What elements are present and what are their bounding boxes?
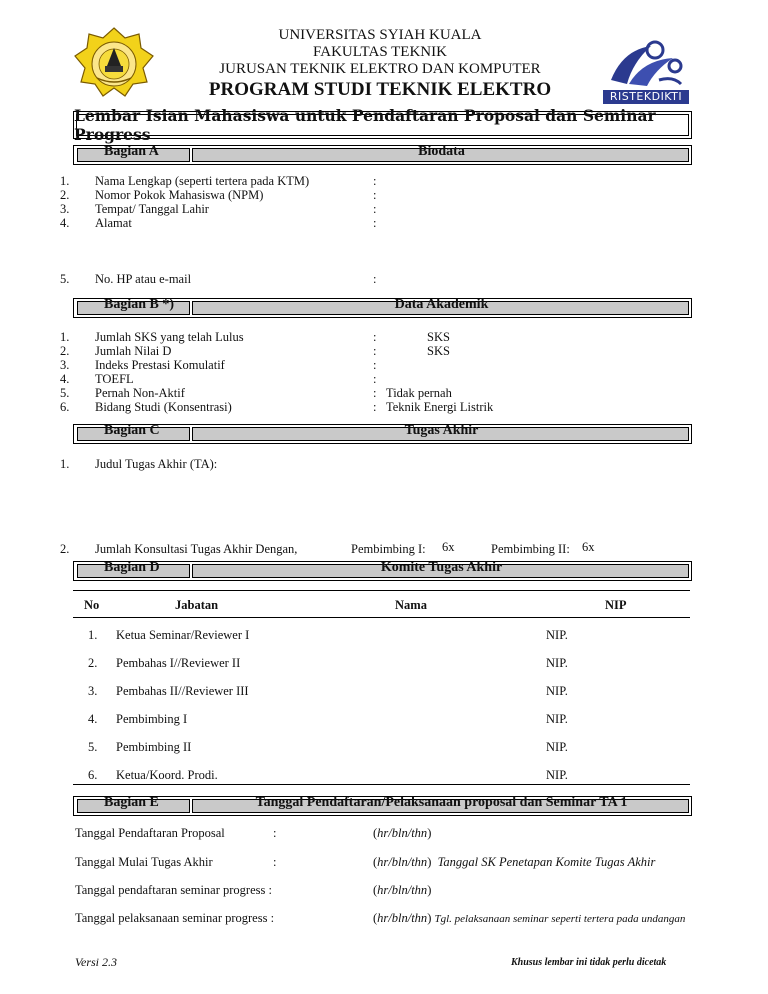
row-nip: NIP. [546, 712, 568, 726]
section-a-header [73, 145, 692, 165]
c-p1-value: 6x [442, 540, 455, 554]
section-d-title: Komite Tugas Akhir [380, 560, 503, 575]
section-b-label: Bagian B *) [104, 297, 175, 312]
a-colon-4: : [373, 216, 377, 230]
row-nip: NIP. [546, 628, 568, 642]
a-num-1: 1. [60, 174, 70, 188]
section-c-title: Tugas Akhir [404, 423, 479, 438]
section-b-title: Data Akademik [394, 297, 489, 312]
a-num-4: 4. [60, 216, 70, 230]
c-p2-label: Pembimbing II: [491, 542, 570, 556]
b-colon-1: : [373, 330, 377, 344]
b-label-4: TOEFL [95, 372, 134, 386]
b-num-4: 4. [60, 372, 70, 386]
b-num-5: 5. [60, 386, 70, 400]
c-label-1: Judul Tugas Akhir (TA): [95, 457, 218, 471]
b-label-3: Indeks Prestasi Komulatif [95, 358, 225, 372]
section-a-title: Biodata [418, 144, 465, 159]
ristekdikti-logo [603, 40, 689, 104]
a-num-3: 3. [60, 202, 70, 216]
a-label-1: Nama Lengkap (seperti tertera pada KTM) [95, 174, 310, 188]
b-colon-4: : [373, 372, 377, 386]
e-note-4: Tgl. pelaksanaan seminar seperti tertera pada undangan [434, 913, 686, 925]
a-num-5: 5. [60, 272, 70, 286]
table-top-rule [73, 590, 690, 591]
a-colon-2: : [373, 188, 377, 202]
b-label-5: Pernah Non-Aktif [95, 386, 185, 400]
section-e-label: Bagian E [104, 795, 159, 810]
row-nip: NIP. [546, 656, 568, 670]
row-jabatan: Pembimbing I [116, 712, 188, 726]
b-value-1: SKS [427, 330, 450, 344]
col-header-no: No [84, 598, 100, 612]
footer-version: Versi 2.3 [75, 955, 117, 969]
e-date-3: (hr/bln/thn) [373, 883, 432, 897]
row-nip: NIP. [546, 768, 568, 782]
b-value-6: Teknik Energi Listrik [386, 400, 494, 414]
b-colon-6: : [373, 400, 377, 414]
section-c-label: Bagian C [104, 423, 160, 438]
row-no: 2. [88, 656, 98, 670]
row-jabatan: Pembahas I//Reviewer II [116, 656, 241, 670]
a-colon-3: : [373, 202, 377, 216]
c-p2-value: 6x [582, 540, 595, 554]
e-date-1: (hr/bln/thn) [373, 826, 432, 840]
b-num-1: 1. [60, 330, 70, 344]
a-colon-5: : [373, 272, 377, 286]
e-label-2: Tanggal Mulai Tugas Akhir [75, 855, 213, 869]
section-d-label: Bagian D [104, 560, 160, 575]
row-jabatan: Pembahas II//Reviewer III [116, 684, 249, 698]
table-header-rule [73, 617, 690, 618]
row-no: 4. [88, 712, 98, 726]
b-label-6: Bidang Studi (Konsentrasi) [95, 400, 232, 414]
b-num-2: 2. [60, 344, 70, 358]
a-num-2: 2. [60, 188, 70, 202]
row-jabatan: Ketua/Koord. Prodi. [116, 768, 218, 782]
b-value-5: Tidak pernah [386, 386, 452, 400]
header-faculty: FAKULTAS TEKNIK [313, 44, 447, 60]
row-jabatan: Pembimbing II [116, 740, 192, 754]
b-num-6: 6. [60, 400, 70, 414]
section-e-title: Tanggal Pendaftaran/Pelaksanaan proposal dan Seminar TA 1 [255, 795, 628, 810]
a-label-2: Nomor Pokok Mahasiswa (NPM) [95, 188, 264, 202]
b-colon-2: : [373, 344, 377, 358]
row-no: 1. [88, 628, 98, 642]
c-num-2: 2. [60, 542, 70, 556]
c-p1-label: Pembimbing I: [351, 542, 426, 556]
section-b-header [73, 298, 692, 318]
row-no: 5. [88, 740, 98, 754]
row-jabatan: Ketua Seminar/Reviewer I [116, 628, 250, 642]
col-header-jabatan: Jabatan [175, 598, 219, 612]
form-title: Lembar Isian Mahasiswa untuk Pendaftaran Proposal dan Seminar Progress [73, 111, 692, 139]
c-num-1: 1. [60, 457, 70, 471]
e-date-4: (hr/bln/thn) Tgl. pelaksanaan seminar seperti tertera pada undangan [373, 911, 686, 925]
a-label-5: No. HP atau e-mail [95, 272, 192, 286]
e-label-1: Tanggal Pendaftaran Proposal [75, 826, 225, 840]
e-colon-1: : [273, 826, 277, 840]
table-bottom-rule [73, 784, 690, 785]
e-label-3: Tanggal pendaftaran seminar progress : [75, 883, 272, 897]
section-c-header [73, 424, 692, 444]
b-colon-5: : [373, 386, 377, 400]
b-colon-3: : [373, 358, 377, 372]
b-label-2: Jumlah Nilai D [95, 344, 172, 358]
row-nip: NIP. [546, 684, 568, 698]
col-header-nama: Nama [395, 598, 427, 612]
e-colon-2: : [273, 855, 277, 869]
b-label-1: Jumlah SKS yang telah Lulus [95, 330, 244, 344]
col-header-nip: NIP [605, 598, 627, 612]
header-program: PROGRAM STUDI TEKNIK ELEKTRO [208, 79, 552, 100]
section-a-label: Bagian A [104, 144, 159, 159]
a-label-3: Tempat/ Tanggal Lahir [95, 202, 209, 216]
header-department: JURUSAN TEKNIK ELEKTRO DAN KOMPUTER [219, 61, 541, 77]
b-value-2: SKS [427, 344, 450, 358]
footer-note: Khusus lembar ini tidak perlu dicetak [511, 957, 667, 968]
e-note-2: Tanggal SK Penetapan Komite Tugas Akhir [437, 855, 656, 869]
row-no: 6. [88, 768, 98, 782]
ristekdikti-logo-text: RISTEKDIKTI [603, 90, 689, 104]
a-label-4: Alamat [95, 216, 132, 230]
b-num-3: 3. [60, 358, 70, 372]
c-label-2: Jumlah Konsultasi Tugas Akhir Dengan, [95, 542, 298, 556]
row-nip: NIP. [546, 740, 568, 754]
section-d-header [73, 561, 692, 581]
e-date-2: (hr/bln/thn) Tanggal SK Penetapan Komite Tugas Akhir [373, 855, 656, 869]
e-label-4: Tanggal pelaksanaan seminar progress : [75, 911, 275, 925]
header-university: UNIVERSITAS SYIAH KUALA [278, 27, 482, 43]
row-no: 3. [88, 684, 98, 698]
a-colon-1: : [373, 174, 377, 188]
section-e-header [73, 796, 692, 816]
